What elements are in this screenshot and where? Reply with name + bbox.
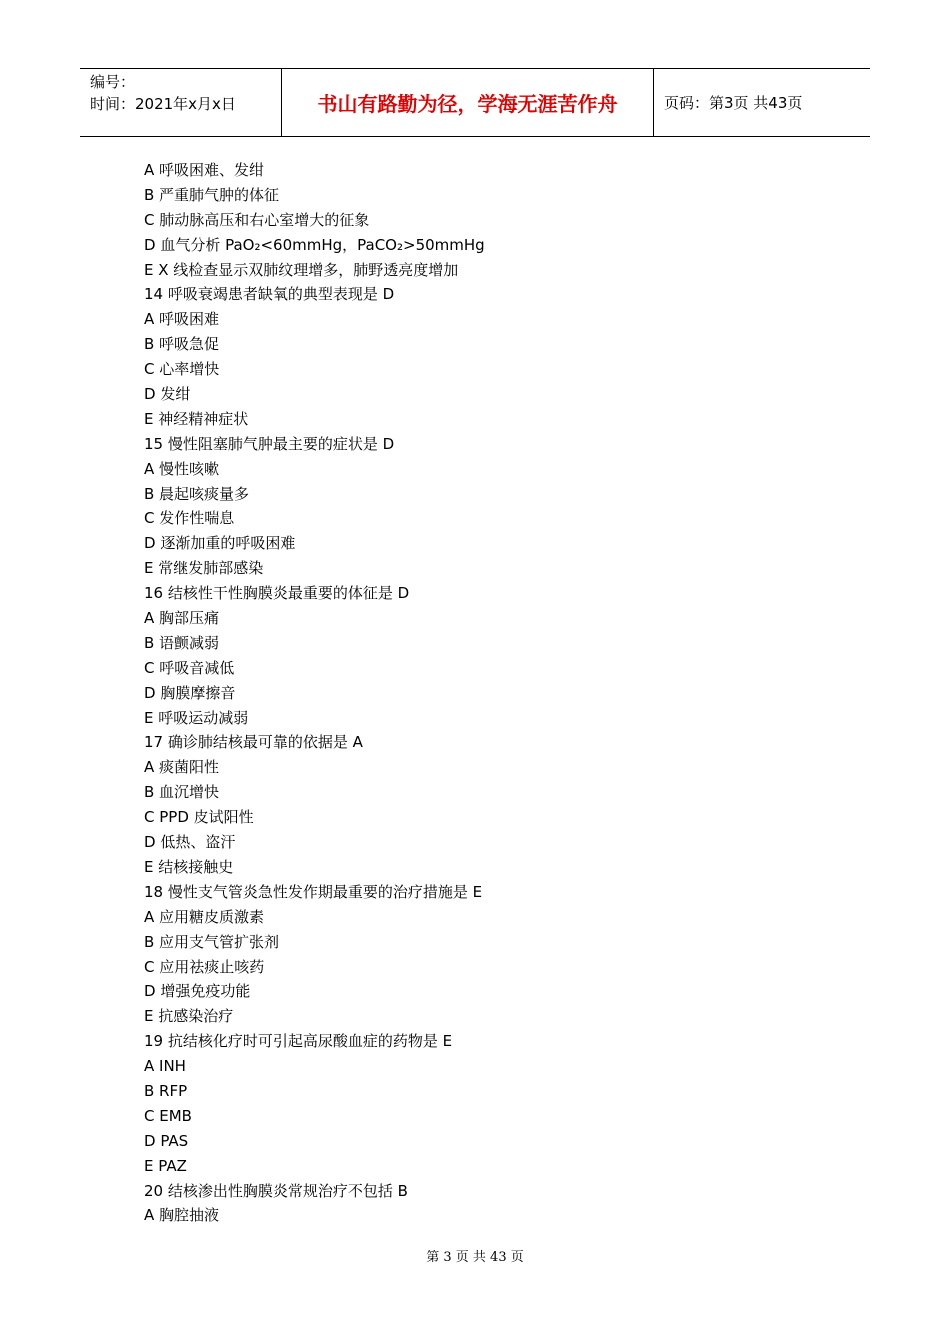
answer-option: D 血气分析 PaO₂<60mmHg，PaCO₂>50mmHg: [144, 235, 485, 254]
question-stem: 16 结核性干性胸膜炎最重要的体征是 D: [144, 584, 410, 603]
answer-option: E 神经精神症状: [144, 409, 249, 428]
question-stem: 15 慢性阻塞肺气肿最主要的症状是 D: [144, 434, 395, 453]
answer-option: B 晨起咳痰量多: [144, 484, 250, 503]
answer-option: E 结核接触史: [144, 857, 234, 876]
question-list: [144, 158, 485, 1228]
answer-option: A 呼吸困难、发绀: [144, 161, 265, 179]
answer-option: D 增强免疫功能: [144, 982, 251, 1001]
answer-option: E 呼吸运动减弱: [144, 708, 249, 727]
question-stem: 20 结核渗出性胸膜炎常规治疗不包括 B: [144, 1181, 408, 1200]
answer-option: C 呼吸音减低: [144, 658, 235, 677]
header-page-info: 页码：第3页 共43页: [664, 94, 803, 112]
header-motto: 书山有路勤为径，学海无涯苦作舟: [281, 69, 654, 136]
answer-option: E X 线检查显示双肺纹理增多，肺野透亮度增加: [144, 260, 459, 279]
answer-option: A INH: [144, 1057, 186, 1076]
answer-option: A 慢性咳嗽: [144, 459, 220, 478]
answer-option: A 呼吸困难: [144, 310, 220, 329]
answer-option: C EMB: [144, 1106, 192, 1125]
answer-option: E 常继发肺部感染: [144, 559, 264, 578]
answer-option: D 逐渐加重的呼吸困难: [144, 534, 296, 553]
answer-option: B 应用支气管扩张剂: [144, 932, 280, 951]
document-number-label: 编号：: [90, 73, 136, 91]
document-date: 时间：2021年x月x日: [90, 95, 236, 113]
question-stem: 17 确诊肺结核最可靠的依据是 A: [144, 733, 363, 752]
answer-option: C 心率增快: [144, 360, 220, 379]
answer-option: A 应用糖皮质激素: [144, 907, 265, 926]
answer-option: D 胸膜摩擦音: [144, 683, 236, 702]
answer-option: B 语颤减弱: [144, 633, 220, 652]
answer-option: A 胸腔抽液: [144, 1206, 220, 1225]
answer-option: C PPD 皮试阳性: [144, 808, 254, 827]
answer-option: E 抗感染治疗: [144, 1007, 234, 1026]
answer-option: B RFP: [144, 1081, 188, 1100]
page-header: [80, 68, 870, 137]
answer-option: B 血沉增快: [144, 783, 220, 802]
answer-option: A 痰菌阳性: [144, 758, 220, 777]
answer-option: D PAS: [144, 1131, 189, 1150]
answer-option: D 低热、盗汗: [144, 833, 236, 852]
answer-option: C 发作性喘息: [144, 509, 235, 528]
answer-option: A 胸部压痛: [144, 609, 220, 628]
answer-option: B 严重肺气肿的体征: [144, 185, 280, 204]
answer-option: E PAZ: [144, 1156, 187, 1175]
answer-option: D 发绀: [144, 385, 191, 404]
answer-option: B 呼吸急促: [144, 335, 220, 354]
answer-option: C 应用祛痰止咳药: [144, 957, 265, 976]
question-stem: 19 抗结核化疗时可引起高尿酸血症的药物是 E: [144, 1032, 453, 1051]
header-info: [80, 69, 281, 136]
question-stem: 14 呼吸衰竭患者缺氧的典型表现是 D: [144, 285, 395, 304]
question-stem: 18 慢性支气管炎急性发作期最重要的治疗措施是 E: [144, 882, 483, 901]
page-footer: 第 3 页 共 43 页: [426, 1250, 524, 1265]
answer-option: C 肺动脉高压和右心室增大的征象: [144, 210, 370, 229]
